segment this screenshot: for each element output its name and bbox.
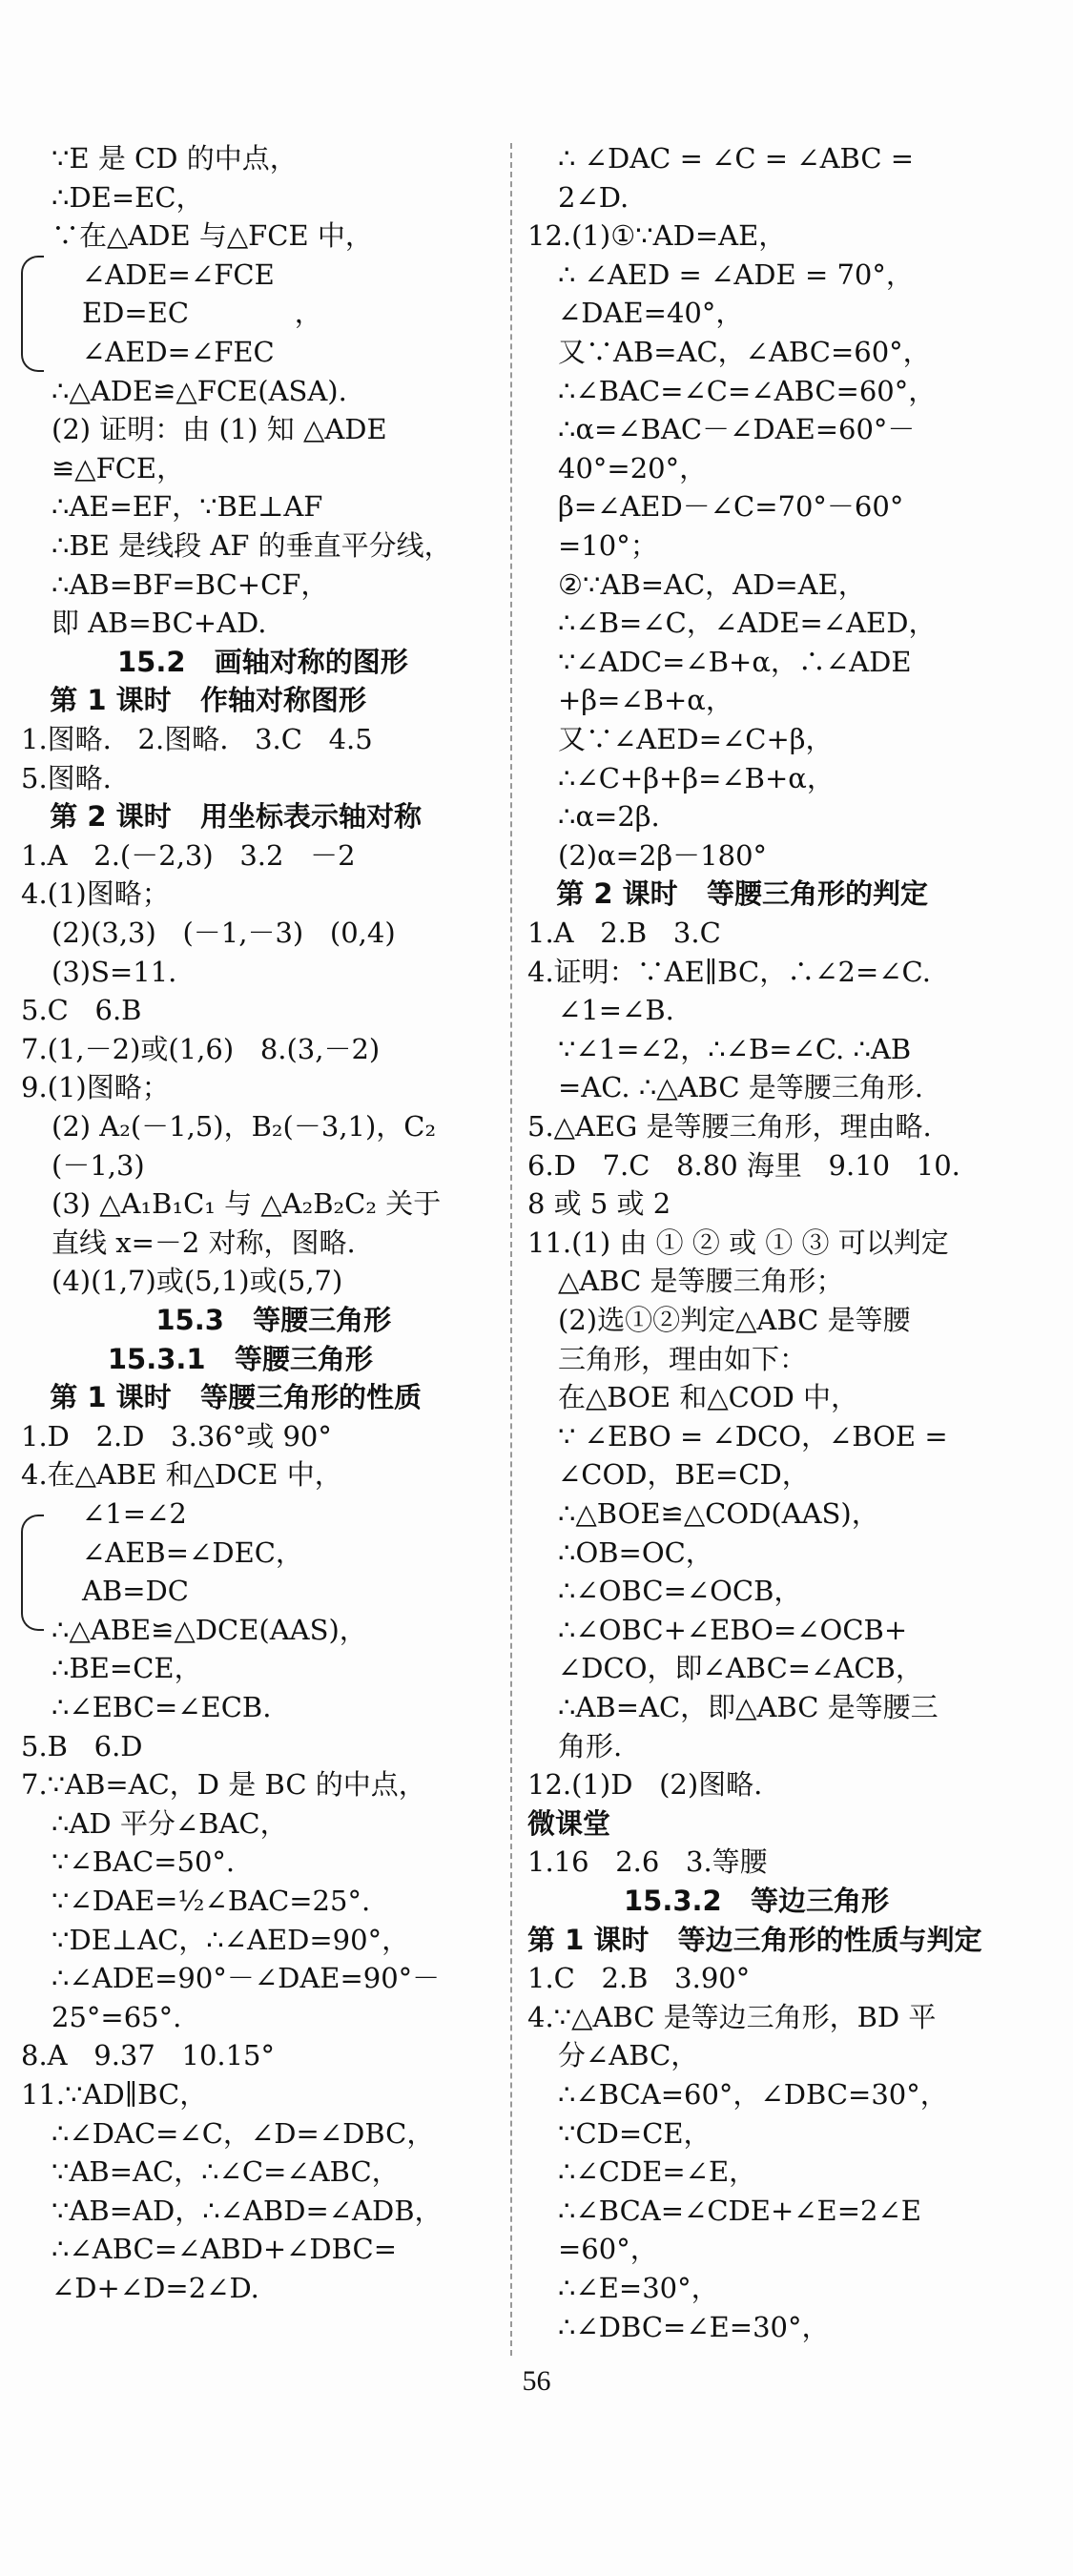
text-line: 2∠D. — [558, 180, 629, 214]
text-line: ∴AB=AC，即△ABC 是等腰三 — [558, 1691, 939, 1723]
text-line: 1.16 2.6 3.等腰 — [527, 1845, 768, 1879]
text-line: 又∵AB=AC，∠ABC=60°， — [558, 336, 931, 368]
text-line: 12.(1)①∵AD=AE， — [527, 219, 787, 253]
text-line: 角形. — [558, 1729, 623, 1762]
text-line: 5.C 6.B — [21, 994, 142, 1027]
text-line: 1.A 2.B 3.C — [527, 917, 721, 949]
text-line: 4.(1)图略； — [21, 877, 170, 911]
text-line: ∴∠CDE=∠E， — [558, 2155, 757, 2189]
text-line: ∵AB=AD，∴∠ABD=∠ADB， — [52, 2194, 443, 2227]
text-line: 即 AB=BC+AD. — [52, 607, 267, 640]
text-line: ∠D+∠D=2∠D. — [52, 2272, 259, 2304]
text-line: (4)(1,7)或(5,1)或(5,7) — [52, 1265, 343, 1298]
text-line: ∠AEB=∠DEC， — [82, 1535, 303, 1569]
text-line: +β=∠B+α， — [558, 684, 733, 717]
section-heading: 15.2 画轴对称的图形 — [21, 645, 408, 678]
text-line: ED=EC ， — [82, 297, 322, 330]
text-line: =60°， — [558, 2233, 658, 2266]
text-line: ∴∠B=∠C，∠ADE=∠AED， — [558, 607, 937, 640]
text-line: 1.D 2.D 3.36°或 90° — [21, 1419, 332, 1453]
text-line: ∵E 是 CD 的中点， — [52, 142, 298, 175]
text-line: 又∵∠AED=∠C+β， — [558, 723, 834, 755]
text-line: 25°=65°. — [52, 2000, 182, 2033]
text-line: ∵DE⊥AC，∴∠AED=90°， — [52, 1923, 410, 1956]
text-line: 分∠ABC， — [558, 2039, 699, 2072]
section-heading: 15.3 等腰三角形 — [21, 1304, 392, 1336]
text-line: ∵∠1=∠2，∴∠B=∠C. ∴AB — [558, 1032, 912, 1065]
text-line: (2) A₂(－1,5)，B₂(－3,1)，C₂ — [52, 1110, 437, 1143]
text-line: (2)α=2β－180° — [558, 838, 768, 872]
text-line: ∴∠BAC=∠C=∠ABC=60°， — [558, 374, 937, 407]
page-number: 56 — [522, 2365, 551, 2397]
text-line: 1.图略. 2.图略. 3.C 4.5 — [21, 723, 373, 755]
text-line: ∴△ADE≌△FCE(ASA). — [52, 374, 347, 407]
section-heading: 第 1 课时 作轴对称图形 — [21, 684, 366, 717]
text-line: ∴ ∠AED = ∠ADE = 70°， — [558, 258, 914, 291]
text-line: (3) △A₁B₁C₁ 与 △A₂B₂C₂ 关于 — [52, 1187, 442, 1221]
text-line: 7.∵AB=AC，D 是 BC 的中点， — [21, 1768, 426, 1802]
text-line: 11.(1) 由 ① ② 或 ① ③ 可以判定 — [527, 1226, 949, 1259]
text-line: ∴∠E=30°， — [558, 2272, 719, 2304]
text-line: ∵ ∠EBO = ∠DCO，∠BOE = — [558, 1419, 948, 1453]
text-line: ∵在△ADE 与△FCE 中， — [52, 219, 373, 253]
text-line: ∴∠DBC=∠E=30°， — [558, 2310, 830, 2343]
section-heading: 15.3.1 等腰三角形 — [21, 1342, 373, 1375]
text-line: ∴OB=OC， — [558, 1535, 713, 1569]
text-line: ∴∠EBC=∠ECB. — [52, 1691, 272, 1723]
text-line: (－1,3) — [52, 1148, 145, 1182]
text-line: 12.(1)D (2)图略. — [527, 1768, 763, 1802]
text-line: ∴∠DAC=∠C，∠D=∠DBC， — [52, 2116, 435, 2150]
text-line: 4.在△ABE 和△DCE 中， — [21, 1458, 342, 1492]
text-line: AB=DC — [82, 1575, 189, 1608]
text-line: 4.∵△ABC 是等边三角形，BD 平 — [527, 2000, 937, 2033]
text-line: 1.A 2.(－2,3) 3.2 －2 — [21, 838, 356, 872]
text-line: ∴∠BCA=60°，∠DBC=30°， — [558, 2078, 948, 2111]
text-line: 7.(1,－2)或(1,6) 8.(3,－2) — [21, 1032, 381, 1065]
text-line: ∵∠BAC=50°. — [52, 1845, 236, 1879]
text-line: ∠1=∠B. — [558, 994, 674, 1027]
text-line: 9.(1)图略； — [21, 1071, 170, 1104]
text-line: ∠AED=∠FEC — [82, 336, 275, 368]
text-line: 5.△AEG 是等腰三角形，理由略. — [527, 1110, 932, 1143]
text-line: ∴α=2β. — [558, 800, 660, 834]
text-line: ∠DCO，即∠ABC=∠ACB， — [558, 1652, 923, 1685]
text-line: △ABC 是等腰三角形； — [558, 1265, 844, 1298]
text-line: 11.∵AD∥BC， — [21, 2078, 208, 2111]
text-line: 直线 x=－2 对称，图略. — [52, 1226, 356, 1259]
text-line: (2)选①②判定△ABC 是等腰 — [558, 1304, 911, 1336]
section-heading: 第 2 课时 用坐标表示轴对称 — [21, 800, 422, 834]
text-line: β=∠AED－∠C=70°－60° — [558, 490, 904, 524]
text-line: 8.A 9.37 10.15° — [21, 2039, 276, 2072]
text-line: ∴BE 是线段 AF 的垂直平分线， — [52, 529, 452, 562]
text-line: ∴ ∠DAC = ∠C = ∠ABC = — [558, 142, 915, 175]
brace-bracket — [21, 1515, 44, 1631]
text-line: ∠ADE=∠FCE — [82, 258, 275, 291]
text-line: (3)S=11. — [52, 955, 177, 988]
text-line: 8 或 5 或 2 — [527, 1187, 671, 1221]
text-line: 在△BOE 和△COD 中， — [558, 1381, 859, 1414]
section-heading: 第 2 课时 等腰三角形的判定 — [527, 877, 928, 911]
text-line: ∴∠OBC+∠EBO=∠OCB+ — [558, 1613, 908, 1646]
text-line: ②∵AB=AC，AD=AE， — [558, 567, 866, 601]
text-line: ∴∠ABC=∠ABD+∠DBC= — [52, 2233, 398, 2266]
text-line: ∴BE=CE， — [52, 1652, 202, 1685]
text-line: 6.D 7.C 8.80 海里 9.10 10. — [527, 1148, 960, 1182]
brace-bracket — [21, 256, 44, 372]
text-line: ∴△ABE≌△DCE(AAS)， — [52, 1613, 367, 1646]
text-line: ∴α=∠BAC－∠DAE=60°－ — [558, 413, 916, 446]
text-line: 1.C 2.B 3.90° — [527, 1962, 751, 1995]
text-line: ∵∠DAE=½∠BAC=25°. — [52, 1885, 371, 1917]
text-line: ∠COD，BE=CD， — [558, 1458, 810, 1492]
text-line: =10°； — [558, 529, 658, 562]
text-line: ∴∠OBC=∠OCB， — [558, 1575, 802, 1608]
column-divider — [510, 143, 512, 2356]
text-line: 40°=20°， — [558, 451, 708, 484]
text-line: ∴△BOE≌△COD(AAS)， — [558, 1497, 879, 1530]
text-line: ∴∠BCA=∠CDE+∠E=2∠E — [558, 2194, 921, 2227]
text-line: (2)(3,3) (－1,－3) (0,4) — [52, 917, 396, 949]
section-heading: 15.3.2 等边三角形 — [527, 1885, 889, 1917]
text-line: ∴∠C+β+β=∠B+α， — [558, 761, 835, 794]
text-line: ∴AB=BF=BC+CF， — [52, 567, 329, 601]
text-line: ∵∠ADC=∠B+α，∴∠ADE — [558, 645, 912, 678]
text-line: ∠1=∠2 — [82, 1497, 187, 1530]
text-line: 4.证明：∵AE∥BC，∴∠2=∠C. — [527, 955, 931, 988]
text-line: ∵CD=CE， — [558, 2116, 712, 2150]
text-line: =AC. ∴△ABC 是等腰三角形. — [558, 1071, 924, 1104]
text-line: ∴AD 平分∠BAC， — [52, 1806, 288, 1840]
section-heading: 第 1 课时 等边三角形的性质与判定 — [527, 1923, 982, 1956]
text-line: 5.图略. — [21, 761, 112, 794]
text-line: ∴AE=EF，∵BE⊥AF — [52, 490, 323, 524]
text-line: (2) 证明：由 (1) 知 △ADE — [52, 413, 387, 446]
text-line: ≌△FCE， — [52, 451, 185, 484]
text-line: ∴∠ADE=90°－∠DAE=90°－ — [52, 1962, 441, 1995]
text-line: ∴DE=EC， — [52, 180, 204, 214]
text-line: 三角形，理由如下： — [558, 1342, 808, 1375]
text-line: ∵AB=AC，∴∠C=∠ABC， — [52, 2155, 400, 2189]
section-heading: 微课堂 — [527, 1806, 611, 1840]
text-line: ∠DAE=40°， — [558, 297, 744, 330]
section-heading: 第 1 课时 等腰三角形的性质 — [21, 1381, 422, 1414]
text-line: 5.B 6.D — [21, 1729, 143, 1762]
